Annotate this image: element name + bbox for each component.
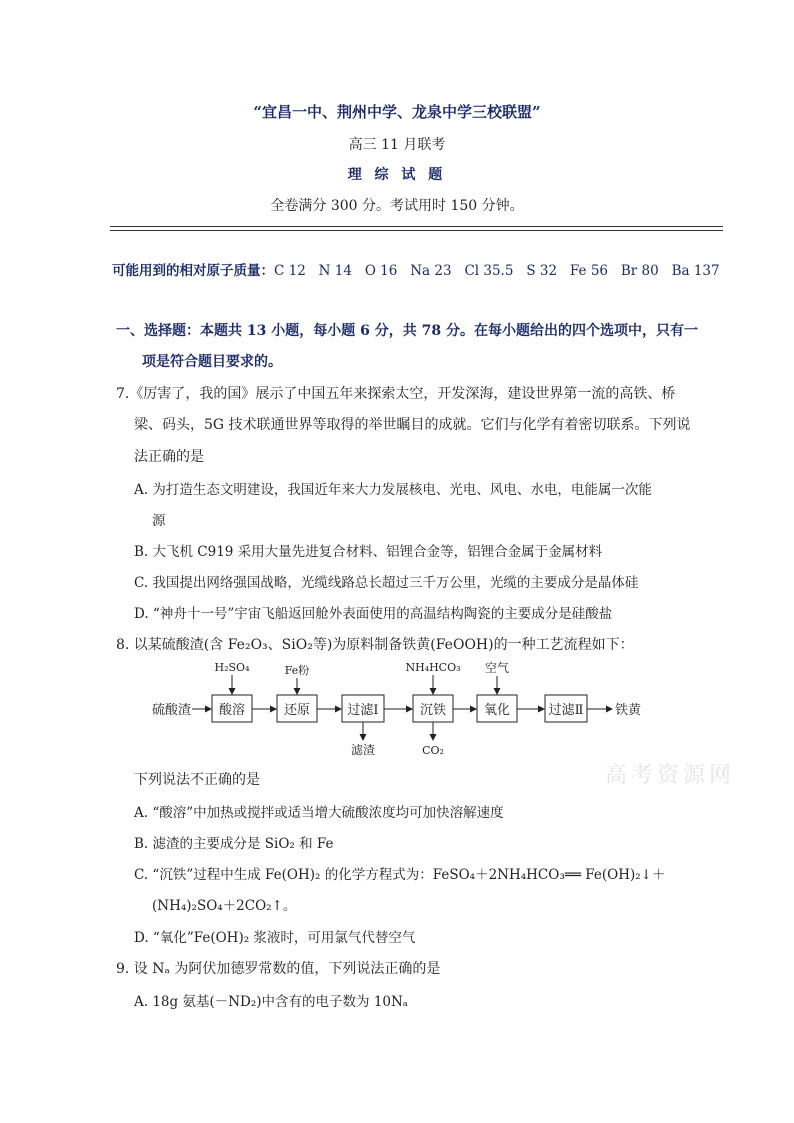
q9-option-a: A. 18g 氨基(－ND₂)中含有的电子数为 10Nₐ bbox=[134, 994, 409, 1010]
atomic-masses-values: C 12 N 14 O 16 Na 23 Cl 35.5 S 32 Fe 56 Br 80 Ba 137 bbox=[274, 263, 720, 279]
q8-option-c: C. “沉铁”过程中生成 Fe(OH)₂ 的化学方程式为：FeSO₄＋2NH₄HCO₃══ Fe(OH)₂↓＋ bbox=[134, 867, 666, 883]
q7-option-a: A. 为打造生态文明建设，我国近年来大力发展核电、光电、风电、水电，电能属一次能 bbox=[134, 482, 652, 498]
atomic-masses bbox=[112, 259, 720, 279]
q7-stem-line2: 梁、码头，5G 技术联通世界等取得的举世瞩目的成就。它们与化学有着密切联系。下列说 bbox=[134, 417, 691, 433]
flow-step-filter1: 过滤Ⅰ bbox=[347, 703, 379, 718]
flow-step-reduce: 还原 bbox=[283, 703, 311, 718]
process-flow-diagram bbox=[150, 658, 650, 760]
q8-option-b: B. 滤渣的主要成分是 SiO₂ 和 Fe bbox=[134, 836, 334, 852]
divider-rule bbox=[110, 230, 723, 231]
q9-stem: 9. 设 Nₐ 为阿伏加德罗常数的值，下列说法正确的是 bbox=[116, 961, 441, 977]
flow-input-h2so4: H₂SO₄ bbox=[214, 661, 250, 674]
exam-info: 全卷满分 300 分。考试用时 150 分钟。 bbox=[270, 198, 524, 214]
section-heading-line2: 项是符合题目要求的。 bbox=[142, 354, 282, 370]
flow-input-fe: Fe粉 bbox=[284, 664, 310, 677]
q7-option-d: D. “神舟十一号”宇宙飞船返回舱外表面使用的高温结构陶瓷的主要成分是硅酸盐 bbox=[134, 606, 613, 622]
q8-stem: 8. 以某硫酸渣(含 Fe₂O₃、SiO₂等)为原料制备铁黄(FeOOH)的一种工艺流程如下： bbox=[116, 637, 634, 653]
q7-stem-line3: 法正确的是 bbox=[134, 449, 204, 465]
flow-input-nh4hco3: NH₄HCO₃ bbox=[405, 661, 461, 674]
flow-input-air: 空气 bbox=[484, 661, 510, 675]
divider-rule bbox=[110, 226, 723, 227]
section-heading-line1: 一、选择题：本题共 13 小题，每小题 6 分，共 78 分。在每小题给出的四个选项中，只有一 bbox=[116, 323, 698, 339]
flow-step-acid: 酸溶 bbox=[218, 703, 246, 718]
flow-step-filter2: 过滤Ⅱ bbox=[548, 703, 584, 718]
q8-option-a: A. “酸溶”中加热或搅拌或适当增大硫酸浓度均可加快溶解速度 bbox=[134, 805, 504, 821]
subject-title: 理 综 试 题 bbox=[347, 167, 447, 183]
atomic-masses-label: 可能用到的相对原子质量： bbox=[112, 263, 274, 279]
q7-option-b: B. 大飞机 C919 采用大量先进复合材料、铝锂合金等，铝锂合金属于金属材料 bbox=[134, 544, 603, 560]
q7-option-c: C. 我国提出网络强国战略，光缆线路总长超过三千万公里，光缆的主要成分是晶体硅 bbox=[134, 575, 639, 591]
exam-subtitle: 高三 11 月联考 bbox=[348, 137, 446, 153]
flow-output-residue: 滤渣 bbox=[350, 743, 376, 757]
q8-question: 下列说法不正确的是 bbox=[134, 772, 260, 788]
flow-start-label: 硫酸渣 bbox=[152, 703, 192, 718]
flow-output-co2: CO₂ bbox=[422, 744, 444, 757]
q8-option-d: D. “氧化”Fe(OH)₂ 浆液时，可用氯气代替空气 bbox=[134, 930, 416, 946]
q7-stem-line1: 7.《厉害了，我的国》展示了中国五年来探索太空，开发深海，建设世界第一流的高铁、桥 bbox=[116, 386, 676, 402]
watermark: 高考资源网 bbox=[605, 763, 736, 788]
flow-step-precipitate: 沉铁 bbox=[419, 703, 447, 718]
exam-title: “宜昌一中、荆州中学、龙泉中学三校联盟” bbox=[253, 103, 541, 121]
q7-option-a-cont: 源 bbox=[152, 513, 166, 529]
q8-option-c-cont: (NH₄)₂SO₄＋2CO₂↑。 bbox=[152, 898, 297, 914]
flow-step-oxidize: 氧化 bbox=[483, 703, 511, 718]
flow-end-label: 铁黄 bbox=[615, 703, 642, 718]
